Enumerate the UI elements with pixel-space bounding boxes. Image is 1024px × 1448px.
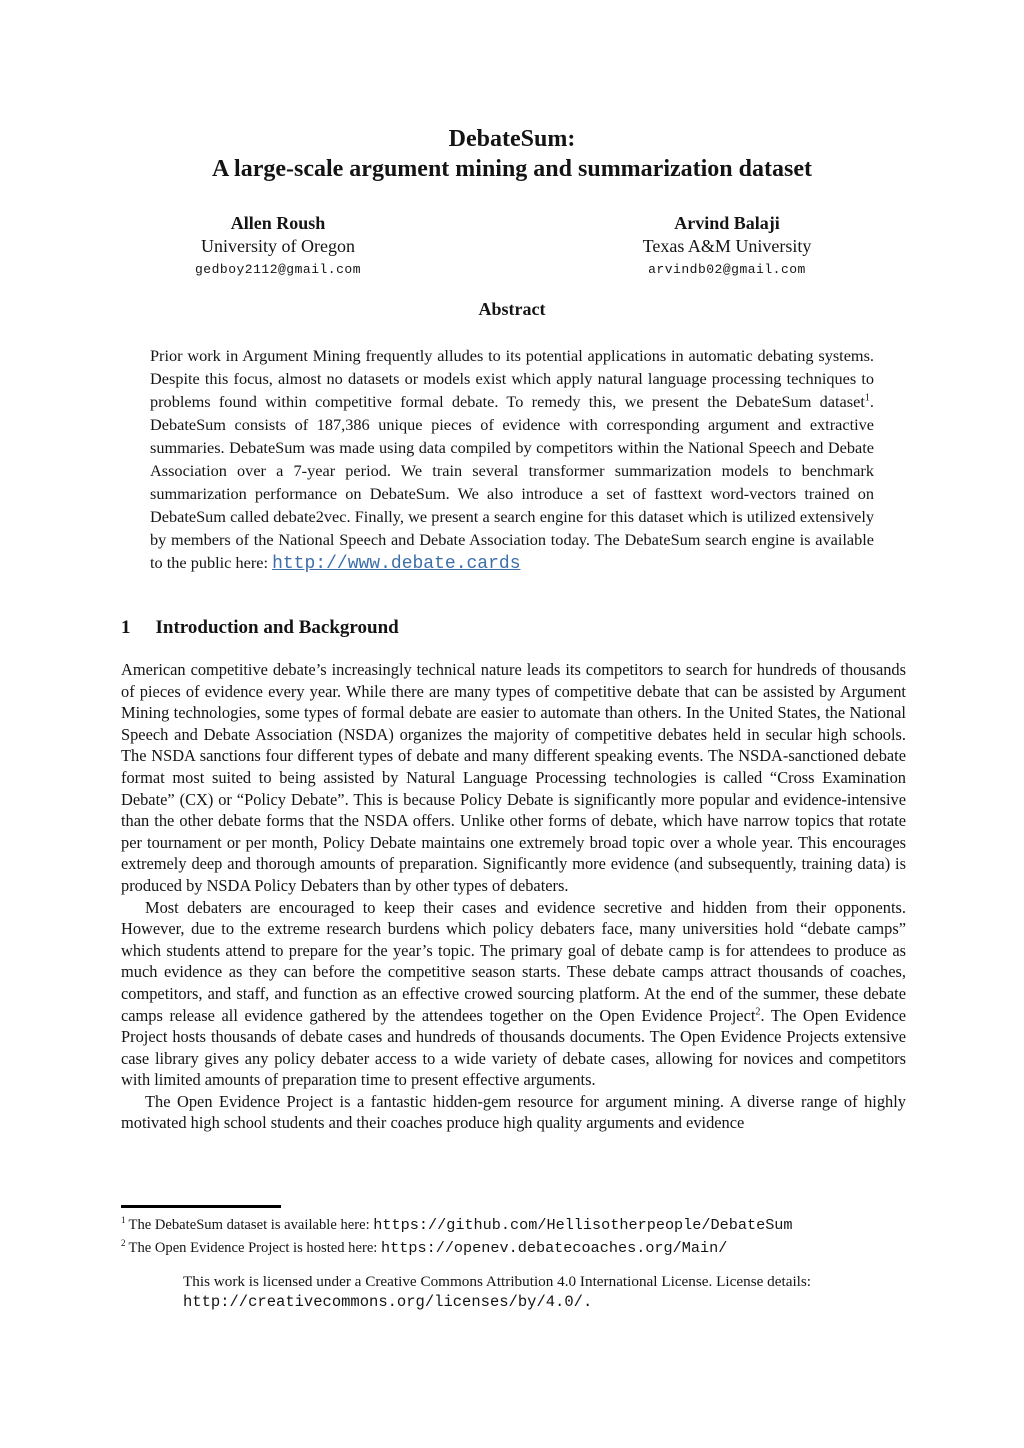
section-1-title: Introduction and Background bbox=[155, 617, 399, 638]
author-2-affiliation: Texas A&M University bbox=[642, 236, 812, 256]
intro-paragraph-2-part2: . The Open Evidence Project hosts thousands of debate cases and hundreds of thousands documents. The Open Evidence Projects extensive case library gives any policy debater access to a wide variety of debate cases, allowing for novices and competitors with limited amounts of preparation time to present effective arguments. bbox=[121, 1005, 906, 1090]
footnote-2-url: https://openev.debatecoaches.org/Main/ bbox=[381, 1238, 728, 1257]
intro-paragraph-2 bbox=[121, 897, 906, 1091]
footnote-1-url: https://github.com/Hellisotherpeople/DebateSum bbox=[373, 1216, 793, 1234]
author-block-2 bbox=[643, 212, 812, 281]
author-1-email: gedboy2112@gmail.com bbox=[194, 262, 362, 277]
author-2-name: Arvind Balaji bbox=[674, 213, 780, 233]
footnote-2 bbox=[121, 1237, 911, 1260]
author-block-1 bbox=[195, 212, 361, 281]
abstract-text-part1: Prior work in Argument Mining frequently alludes to its potential applications in automatic debating systems. Despite this focus, almost no datasets or models exist which apply natural language processing techniques to problems found within competitive formal debate. To remedy this, we present the DebateSum dataset bbox=[150, 346, 874, 411]
footnote-1 bbox=[121, 1214, 911, 1237]
footnote-rule bbox=[121, 1205, 281, 1208]
page-footer bbox=[121, 1205, 911, 1313]
footnote-2-text: The Open Evidence Project is hosted here: bbox=[128, 1239, 382, 1256]
author-1-name: Allen Roush bbox=[230, 213, 326, 233]
intro-paragraph-2-part1: Most debaters are encouraged to keep their cases and evidence secretive and hidden from their opponents. However, due to the extreme research burdens which policy debaters face, many universities hold “debate camps” which students attend to prepare for the year’s topic. The primary goal of debate camp is for attendees to produce as much evidence as they can before the competitive season starts. These debate camps attract thousands of coaches, competitors, and staff, and function as an effective crowed sourcing platform. At the end of the summer, these debate camps release all evidence gathered by the attendees together on the Open Evidence Project bbox=[121, 897, 906, 1025]
section-1-heading bbox=[121, 617, 399, 639]
footnote-2-marker: 2 bbox=[121, 1237, 126, 1248]
footnote-ref-1: 1 bbox=[864, 392, 870, 404]
footnote-1-marker: 1 bbox=[121, 1215, 126, 1226]
abstract-text-part2: . DebateSum consists of 187,386 unique pieces of evidence with corresponding argument and extractive summaries. DebateSum was made using data compiled by competitors within the National Speech and Debate Association over a 7-year period. We train several transformer summarization models to benchmark summarization performance on DebateSum. We also introduce a set of fasttext word-vectors trained on DebateSum called debate2vec. Finally, we present a search engine for this dataset which is utilized extensively by members of the National Speech and Debate Association today. The DebateSum search engine is available to the public here: bbox=[150, 392, 874, 572]
license-url: http://creativecommons.org/licenses/by/4.0/. bbox=[183, 1293, 593, 1311]
abstract-heading: Abstract bbox=[478, 299, 546, 319]
footnote-ref-2: 2 bbox=[755, 1006, 761, 1018]
paper-title-line2: A large-scale argument mining and summarization dataset bbox=[212, 156, 812, 182]
intro-paragraph-1: American competitive debate’s increasingly technical nature leads its competitors to search for hundreds of thousands of pieces of evidence every year. While there are many types of competitive debate that can be assisted by Argument Mining technologies, some types of formal debate are easier to automate than others. In the United States, the National Speech and Debate Association (NSDA) organizes the majority of competitive debates held in secular high schools. The NSDA sanctions four different types of debate and many different speaking events. The NSDA-sanctioned debate format most suited to being assisted by Natural Language Processing technologies is called “Cross Examination Debate” (CX) or “Policy Debate”. This is because Policy Debate is significantly more popular and evidence-intensive than the other debate forms that the NSDA offers. Unlike other forms of debate, which have narrow topics that rotate per tournament or per month, Policy Debate maintains one extremely broad topic over a whole year. This encourages extremely deep and thorough amounts of preparation. Significantly more evidence (and subsequently, training data) is produced by NSDA Policy Debaters than by other types of debaters. bbox=[121, 660, 906, 895]
paper-title bbox=[0, 124, 1024, 184]
debate-cards-link[interactable]: http://www.debate.cards bbox=[272, 554, 521, 574]
author-1-affiliation: University of Oregon bbox=[201, 236, 355, 256]
intro-paragraph-3: The Open Evidence Project is a fantastic hidden-gem resource for argument mining. A diverse range of highly motivated high school students and their coaches produce high quality arguments and evidence bbox=[121, 1091, 906, 1133]
license-notice bbox=[183, 1271, 911, 1313]
section-1-body bbox=[121, 659, 906, 1134]
license-text: This work is licensed under a Creative Commons Attribution 4.0 International License. License details: bbox=[183, 1273, 812, 1290]
paper-title-line1: DebateSum: bbox=[448, 126, 576, 152]
section-1-number: 1 bbox=[121, 617, 131, 638]
abstract-text bbox=[150, 344, 874, 576]
footnote-1-text: The DebateSum dataset is available here: bbox=[128, 1217, 374, 1233]
author-2-email: arvindb02@gmail.com bbox=[648, 262, 806, 277]
